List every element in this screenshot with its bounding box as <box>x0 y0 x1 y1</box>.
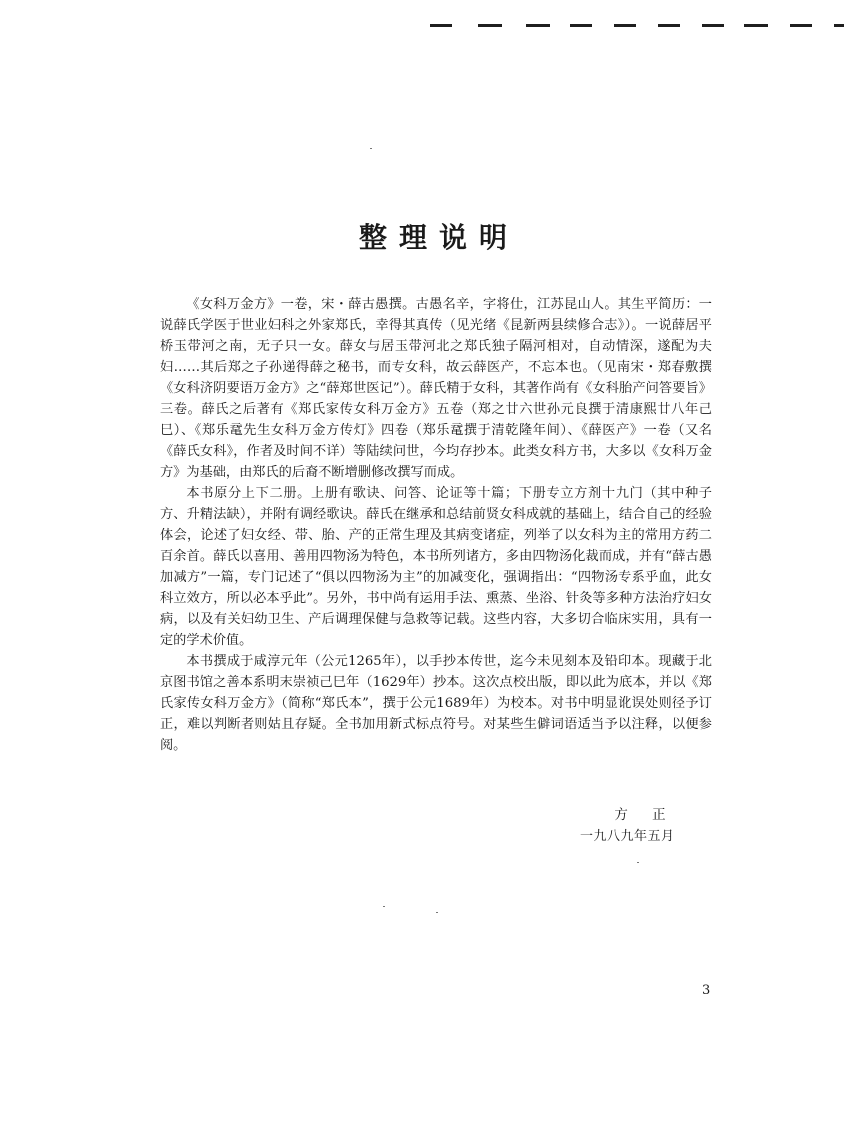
scan-speck <box>436 912 438 913</box>
paragraph: 本书原分上下二册。上册有歌诀、问答、论证等十篇；下册专立方剂十九门（其中种子方、升精法缺），并附有调经歌诀。薛氏在继承和总结前贤女科成就的基础上，结合自己的经验体会，论述了妇女经、带、胎、产的正常生理及其病变诸症，列举了以女科为主的常用方药二百余首。薛氏以喜用、善用四物汤为特色，本书所列诸方，多由四物汤化裁而成，并有“薛古愚加减方”一篇，专门记述了“俱以四物汤为主”的加减变化，强调指出：“四物汤专系乎血，此女科立效方，所以必本乎此”。另外，书中尚有运用手法、熏蒸、坐浴、针灸等多种方法治疗妇女病，以及有关妇幼卫生、产后调理保健与急救等记载。这些内容，大多切合临床实用，具有一定的学术价值。 <box>160 486 712 648</box>
header-dash-rule <box>418 14 858 36</box>
paragraph: 《女科万金方》一卷，宋・薛古愚撰。古愚名辛，字将仕，江苏昆山人。其生平简历：一说薛氏学医于世业妇科之外家郑氏，幸得其真传（见光绪《昆新两县续修合志》）。一说薛居平桥玉带河之南，无子只一女。薛女与居玉带河北之郑氏独子隔河相对，自动情深，遂配为夫妇……其后郑之子孙递得薛之秘书，而专女科，故云薛医产，不忘本也。（见南宋・郑春敷撰《女科济阴要语万金方》之“薛郑世医记”）。薛氏精于女科，其著作尚有《女科胎产问答要旨》三卷。薛氏之后著有《郑氏家传女科万金方》五卷（郑之廿六世孙元良撰于清康熙廿八年己巳）、《郑乐鼋先生女科万金方传灯》四卷（郑乐鼋撰于清乾隆年间）、《薛医产》一卷（又名《薛氏女科》，作者及时间不详）等陆续问世，今均存抄本。此类女科方书，大多以《女科万金方》为基础，由郑氏的后裔不断增删修改撰写而成。 <box>160 297 712 480</box>
header-dash <box>702 24 724 27</box>
header-dash <box>790 24 812 27</box>
page-title: 整理说明 <box>358 221 519 254</box>
header-dash <box>834 24 844 27</box>
paragraph: 本书撰成于咸淳元年（公元1265年），以手抄本传世，迄今未见刻本及铅印本。现藏于北京图书馆之善本系明末崇祯己巳年（1629年）抄本。这次点校出版，即以此为底本，并以《郑氏家传女科万金方》（简称“郑氏本”，撰于公元1689年）为校本。对书中明显讹误处则径予订正，难以判断者则姑且存疑。全书加用新式标点符号。对某些生僻词语适当予以注释，以便参阅。 <box>160 654 712 753</box>
header-dash <box>744 24 768 27</box>
scan-speck <box>370 148 372 149</box>
header-dash <box>478 24 502 27</box>
author-signature: 方 正 <box>614 807 676 823</box>
header-dash <box>526 24 550 27</box>
header-dash <box>570 24 592 27</box>
header-dash <box>614 24 636 27</box>
document-body <box>160 294 712 756</box>
page-number: 3 <box>702 983 711 998</box>
scan-speck <box>637 862 639 863</box>
header-dash <box>430 24 452 27</box>
scan-speck <box>383 906 385 907</box>
signature-date: 一九八九年五月 <box>580 829 675 844</box>
header-dash <box>658 24 680 27</box>
